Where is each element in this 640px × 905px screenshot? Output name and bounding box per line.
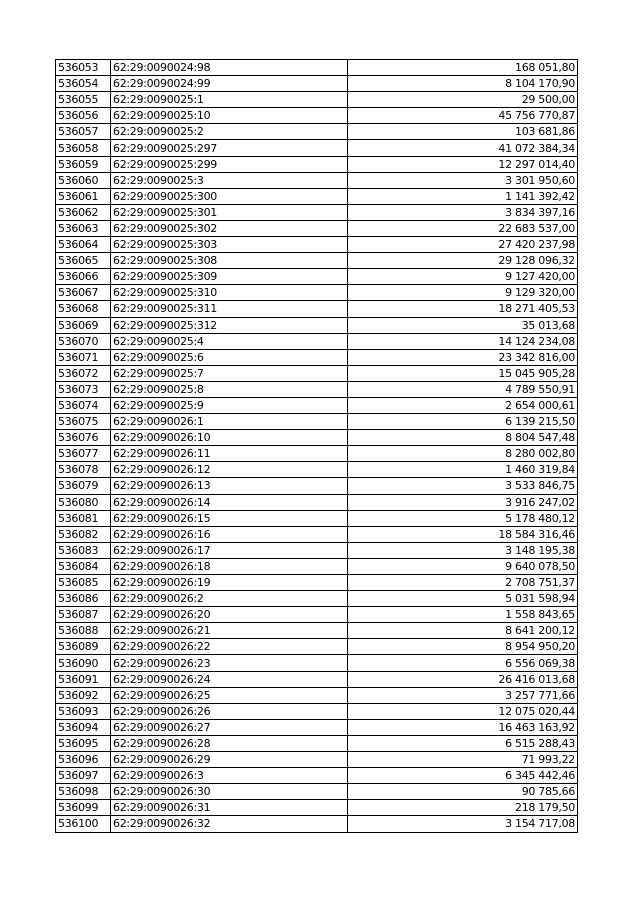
row-id-cell: 536085 — [56, 575, 111, 591]
cadastral-number-cell: 62:29:0090024:99 — [111, 76, 348, 92]
row-id-cell: 536083 — [56, 542, 111, 558]
table-row — [56, 526, 578, 542]
table-row — [56, 558, 578, 574]
row-id-cell: 536075 — [56, 414, 111, 430]
cadastral-value-cell: 6 139 215,50 — [348, 414, 578, 430]
row-id-cell: 536053 — [56, 60, 111, 76]
cadastral-value-cell: 35 013,68 — [348, 317, 578, 333]
cadastral-number-cell: 62:29:0090026:12 — [111, 462, 348, 478]
cadastral-number-cell: 62:29:0090026:2 — [111, 591, 348, 607]
row-id-cell: 536093 — [56, 703, 111, 719]
table-row — [56, 687, 578, 703]
cadastral-value-cell: 26 416 013,68 — [348, 671, 578, 687]
cadastral-value-cell: 16 463 163,92 — [348, 719, 578, 735]
table-row — [56, 510, 578, 526]
table-row — [56, 719, 578, 735]
row-id-cell: 536074 — [56, 397, 111, 413]
cadastral-value-cell: 14 124 234,08 — [348, 333, 578, 349]
row-id-cell: 536061 — [56, 188, 111, 204]
cadastral-value-cell: 8 280 002,80 — [348, 446, 578, 462]
row-id-cell: 536063 — [56, 220, 111, 236]
cadastral-number-cell: 62:29:0090025:8 — [111, 381, 348, 397]
table-row — [56, 816, 578, 832]
table-row — [56, 752, 578, 768]
table-row — [56, 253, 578, 269]
cadastral-number-cell: 62:29:0090025:309 — [111, 269, 348, 285]
table-row — [56, 92, 578, 108]
cadastral-value-cell: 22 683 537,00 — [348, 220, 578, 236]
row-id-cell: 536097 — [56, 768, 111, 784]
cadastral-value-cell: 2 708 751,37 — [348, 575, 578, 591]
cadastral-number-cell: 62:29:0090025:301 — [111, 204, 348, 220]
cadastral-number-cell: 62:29:0090026:17 — [111, 542, 348, 558]
cadastral-value-cell: 29 500,00 — [348, 92, 578, 108]
cadastral-value-cell: 27 420 237,98 — [348, 237, 578, 253]
table-row — [56, 462, 578, 478]
cadastral-number-cell: 62:29:0090026:20 — [111, 607, 348, 623]
cadastral-number-cell: 62:29:0090026:14 — [111, 494, 348, 510]
table-row — [56, 317, 578, 333]
cadastral-number-cell: 62:29:0090026:1 — [111, 414, 348, 430]
table-row — [56, 269, 578, 285]
cadastral-number-cell: 62:29:0090026:13 — [111, 478, 348, 494]
cadastral-number-cell: 62:29:0090024:98 — [111, 60, 348, 76]
table-row — [56, 381, 578, 397]
table-row — [56, 301, 578, 317]
cadastral-value-cell: 8 804 547,48 — [348, 430, 578, 446]
cadastral-value-cell: 29 128 096,32 — [348, 253, 578, 269]
cadastral-value-cell: 12 297 014,40 — [348, 156, 578, 172]
row-id-cell: 536066 — [56, 269, 111, 285]
cadastral-number-cell: 62:29:0090026:23 — [111, 655, 348, 671]
table-row — [56, 172, 578, 188]
cadastral-number-cell: 62:29:0090026:31 — [111, 800, 348, 816]
table-row — [56, 671, 578, 687]
cadastral-number-cell: 62:29:0090026:28 — [111, 735, 348, 751]
cadastral-value-cell: 18 584 316,46 — [348, 526, 578, 542]
cadastral-value-cell: 168 051,80 — [348, 60, 578, 76]
cadastral-number-cell: 62:29:0090025:302 — [111, 220, 348, 236]
table-row — [56, 76, 578, 92]
cadastral-value-cell: 9 640 078,50 — [348, 558, 578, 574]
cadastral-number-cell: 62:29:0090025:3 — [111, 172, 348, 188]
table-row — [56, 607, 578, 623]
cadastral-number-cell: 62:29:0090026:18 — [111, 558, 348, 574]
table-row — [56, 156, 578, 172]
row-id-cell: 536056 — [56, 108, 111, 124]
cadastral-number-cell: 62:29:0090026:11 — [111, 446, 348, 462]
row-id-cell: 536060 — [56, 172, 111, 188]
table-row — [56, 188, 578, 204]
row-id-cell: 536090 — [56, 655, 111, 671]
cadastral-number-cell: 62:29:0090025:312 — [111, 317, 348, 333]
row-id-cell: 536054 — [56, 76, 111, 92]
cadastral-value-cell: 8 104 170,90 — [348, 76, 578, 92]
cadastral-number-cell: 62:29:0090025:297 — [111, 140, 348, 156]
cadastral-number-cell: 62:29:0090025:310 — [111, 285, 348, 301]
cadastral-value-cell: 8 954 950,20 — [348, 639, 578, 655]
table-row — [56, 397, 578, 413]
row-id-cell: 536067 — [56, 285, 111, 301]
cadastral-number-cell: 62:29:0090025:311 — [111, 301, 348, 317]
table-row — [56, 430, 578, 446]
cadastral-value-cell: 41 072 384,34 — [348, 140, 578, 156]
row-id-cell: 536076 — [56, 430, 111, 446]
table-row — [56, 575, 578, 591]
cadastral-number-cell: 62:29:0090026:19 — [111, 575, 348, 591]
row-id-cell: 536069 — [56, 317, 111, 333]
table-row — [56, 237, 578, 253]
cadastral-value-cell: 3 257 771,66 — [348, 687, 578, 703]
cadastral-value-cell: 3 148 195,38 — [348, 542, 578, 558]
row-id-cell: 536095 — [56, 735, 111, 751]
row-id-cell: 536081 — [56, 510, 111, 526]
row-id-cell: 536068 — [56, 301, 111, 317]
row-id-cell: 536058 — [56, 140, 111, 156]
row-id-cell: 536094 — [56, 719, 111, 735]
cadastral-value-cell: 1 558 843,65 — [348, 607, 578, 623]
cadastral-value-cell: 45 756 770,87 — [348, 108, 578, 124]
cadastral-number-cell: 62:29:0090025:10 — [111, 108, 348, 124]
table-row — [56, 349, 578, 365]
row-id-cell: 536080 — [56, 494, 111, 510]
table-row — [56, 800, 578, 816]
cadastral-value-cell: 103 681,86 — [348, 124, 578, 140]
table-row — [56, 414, 578, 430]
cadastral-number-cell: 62:29:0090025:4 — [111, 333, 348, 349]
cadastral-value-cell: 12 075 020,44 — [348, 703, 578, 719]
table-row — [56, 494, 578, 510]
row-id-cell: 536088 — [56, 623, 111, 639]
row-id-cell: 536055 — [56, 92, 111, 108]
cadastral-number-cell: 62:29:0090025:9 — [111, 397, 348, 413]
row-id-cell: 536096 — [56, 752, 111, 768]
row-id-cell: 536087 — [56, 607, 111, 623]
row-id-cell: 536079 — [56, 478, 111, 494]
table-row — [56, 220, 578, 236]
cadastral-number-cell: 62:29:0090026:24 — [111, 671, 348, 687]
cadastral-number-cell: 62:29:0090026:27 — [111, 719, 348, 735]
cadastral-value-cell: 3 916 247,02 — [348, 494, 578, 510]
cadastral-number-cell: 62:29:0090026:26 — [111, 703, 348, 719]
cadastral-value-cell: 23 342 816,00 — [348, 349, 578, 365]
table-row — [56, 655, 578, 671]
row-id-cell: 536086 — [56, 591, 111, 607]
cadastral-value-cell: 8 641 200,12 — [348, 623, 578, 639]
row-id-cell: 536062 — [56, 204, 111, 220]
cadastral-number-cell: 62:29:0090025:7 — [111, 365, 348, 381]
table-row — [56, 542, 578, 558]
row-id-cell: 536100 — [56, 816, 111, 832]
row-id-cell: 536082 — [56, 526, 111, 542]
cadastral-value-cell: 218 179,50 — [348, 800, 578, 816]
table-body — [56, 60, 578, 833]
row-id-cell: 536065 — [56, 253, 111, 269]
table-row — [56, 703, 578, 719]
cadastral-value-table — [55, 59, 578, 833]
cadastral-number-cell: 62:29:0090025:6 — [111, 349, 348, 365]
table-row — [56, 591, 578, 607]
table-row — [56, 478, 578, 494]
cadastral-value-cell: 1 460 319,84 — [348, 462, 578, 478]
table-row — [56, 333, 578, 349]
cadastral-value-cell: 18 271 405,53 — [348, 301, 578, 317]
cadastral-number-cell: 62:29:0090025:300 — [111, 188, 348, 204]
cadastral-number-cell: 62:29:0090026:22 — [111, 639, 348, 655]
row-id-cell: 536073 — [56, 381, 111, 397]
cadastral-value-cell: 5 178 480,12 — [348, 510, 578, 526]
row-id-cell: 536092 — [56, 687, 111, 703]
cadastral-value-cell: 3 834 397,16 — [348, 204, 578, 220]
table-row — [56, 784, 578, 800]
table-row — [56, 735, 578, 751]
cadastral-number-cell: 62:29:0090025:1 — [111, 92, 348, 108]
cadastral-number-cell: 62:29:0090025:303 — [111, 237, 348, 253]
table-row — [56, 108, 578, 124]
cadastral-number-cell: 62:29:0090025:2 — [111, 124, 348, 140]
cadastral-number-cell: 62:29:0090026:15 — [111, 510, 348, 526]
cadastral-value-cell: 1 141 392,42 — [348, 188, 578, 204]
table-row — [56, 365, 578, 381]
table-row — [56, 140, 578, 156]
table-row — [56, 204, 578, 220]
cadastral-value-cell: 15 045 905,28 — [348, 365, 578, 381]
table-row — [56, 124, 578, 140]
cadastral-value-cell: 3 301 950,60 — [348, 172, 578, 188]
row-id-cell: 536070 — [56, 333, 111, 349]
row-id-cell: 536059 — [56, 156, 111, 172]
table-row — [56, 768, 578, 784]
cadastral-number-cell: 62:29:0090026:21 — [111, 623, 348, 639]
cadastral-value-cell: 90 785,66 — [348, 784, 578, 800]
cadastral-number-cell: 62:29:0090026:10 — [111, 430, 348, 446]
cadastral-value-cell: 6 515 288,43 — [348, 735, 578, 751]
cadastral-value-cell: 9 127 420,00 — [348, 269, 578, 285]
cadastral-value-cell: 9 129 320,00 — [348, 285, 578, 301]
cadastral-value-cell: 6 345 442,46 — [348, 768, 578, 784]
row-id-cell: 536099 — [56, 800, 111, 816]
cadastral-value-cell: 6 556 069,38 — [348, 655, 578, 671]
cadastral-number-cell: 62:29:0090026:32 — [111, 816, 348, 832]
row-id-cell: 536064 — [56, 237, 111, 253]
cadastral-value-cell: 2 654 000,61 — [348, 397, 578, 413]
table-row — [56, 639, 578, 655]
cadastral-number-cell: 62:29:0090025:299 — [111, 156, 348, 172]
row-id-cell: 536089 — [56, 639, 111, 655]
cadastral-value-cell: 4 789 550,91 — [348, 381, 578, 397]
row-id-cell: 536084 — [56, 558, 111, 574]
row-id-cell: 536091 — [56, 671, 111, 687]
row-id-cell: 536077 — [56, 446, 111, 462]
table-row — [56, 446, 578, 462]
cadastral-value-cell: 5 031 598,94 — [348, 591, 578, 607]
row-id-cell: 536078 — [56, 462, 111, 478]
cadastral-number-cell: 62:29:0090026:16 — [111, 526, 348, 542]
row-id-cell: 536098 — [56, 784, 111, 800]
table-row — [56, 60, 578, 76]
cadastral-number-cell: 62:29:0090026:3 — [111, 768, 348, 784]
cadastral-number-cell: 62:29:0090026:29 — [111, 752, 348, 768]
cadastral-value-cell: 71 993,22 — [348, 752, 578, 768]
row-id-cell: 536071 — [56, 349, 111, 365]
table-row — [56, 285, 578, 301]
cadastral-value-cell: 3 154 717,08 — [348, 816, 578, 832]
cadastral-number-cell: 62:29:0090025:308 — [111, 253, 348, 269]
row-id-cell: 536057 — [56, 124, 111, 140]
row-id-cell: 536072 — [56, 365, 111, 381]
table-row — [56, 623, 578, 639]
cadastral-number-cell: 62:29:0090026:30 — [111, 784, 348, 800]
cadastral-value-cell: 3 533 846,75 — [348, 478, 578, 494]
cadastral-number-cell: 62:29:0090026:25 — [111, 687, 348, 703]
